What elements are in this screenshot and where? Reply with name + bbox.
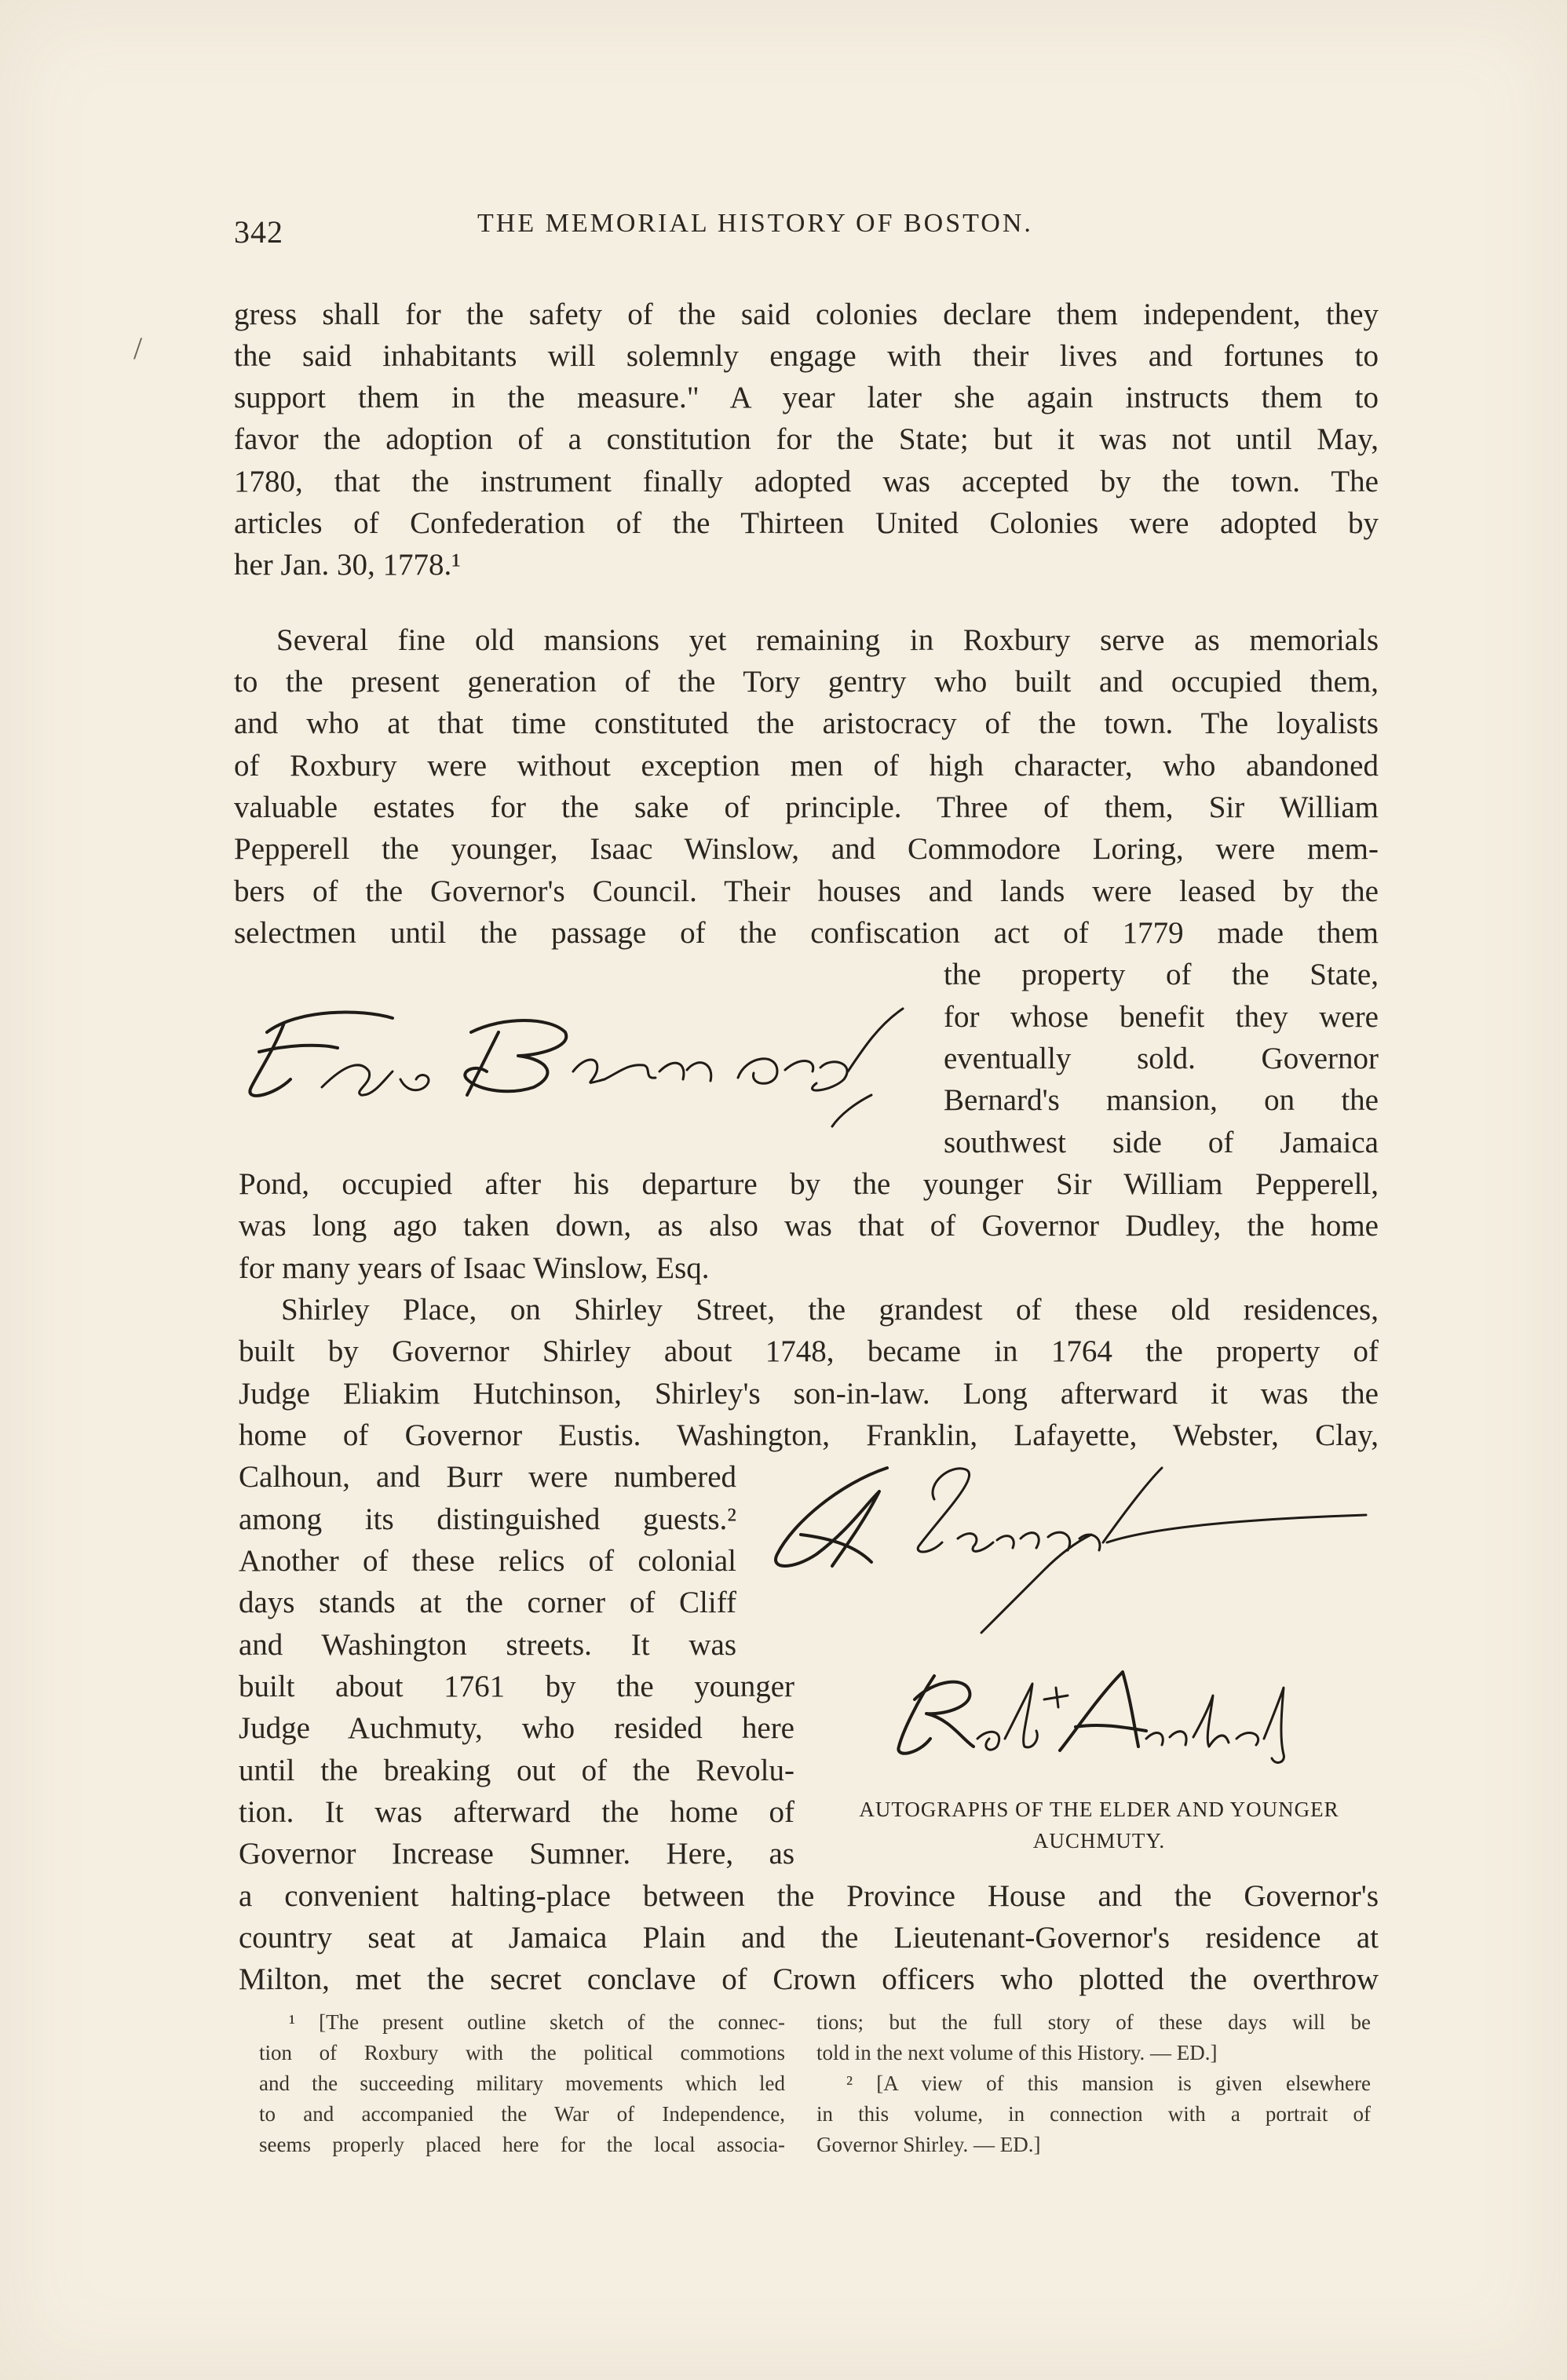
footnote-line: seems properly placed here for the local associa- [259, 2133, 785, 2156]
body-line: favor the adoption of a constitution for the State; but it was not until May, [234, 422, 1379, 456]
body-line: valuable estates for the sake of principle. Three of them, Sir William [234, 790, 1379, 824]
body-line: home of Governor Eustis. Washington, Franklin, Lafayette, Webster, Clay, [239, 1418, 1379, 1452]
body-line: built by Governor Shirley about 1748, became in 1764 the property of [239, 1334, 1379, 1368]
body-line: articles of Confederation of the Thirteen United Colonies were adopted by [234, 506, 1379, 540]
body-line: among its distinguished guests.² [239, 1502, 736, 1536]
body-line: Pond, occupied after his departure by the younger Sir William Pepperell, [239, 1167, 1379, 1201]
running-title: THE MEMORIAL HISTORY OF BOSTON. [477, 209, 1033, 238]
body-line: country seat at Jamaica Plain and the Lieutenant-Governor's residence at [239, 1921, 1379, 1955]
page-header [234, 209, 1379, 256]
footnote-line: in this volume, in connection with a portrait of [816, 2102, 1371, 2126]
body-line: gress shall for the safety of the said colonies declare them independent, they [234, 298, 1379, 331]
body-line: Calhoun, and Burr were numbered [239, 1460, 736, 1494]
margin-pencil-mark: / [133, 330, 143, 366]
footnote-line: tion of Roxbury with the political commotions [259, 2041, 785, 2064]
footnote-line: Governor Shirley. — ED.] [816, 2133, 1041, 2156]
body-line: bers of the Governor's Council. Their houses and lands were leased by the [234, 874, 1379, 908]
body-line: selectmen until the passage of the confiscation act of 1779 made them [234, 916, 1379, 950]
footnote-line: ¹ [The present outline sketch of the connec- [289, 2010, 785, 2034]
body-line: her Jan. 30, 1778.¹ [234, 548, 461, 582]
body-line: Judge Eliakim Hutchinson, Shirley's son-in-law. Long afterward it was the [239, 1377, 1379, 1411]
footnote-line: and the succeeding military movements which led [259, 2072, 785, 2095]
body-line: was long ago taken down, as also was that of Governor Dudley, the home [239, 1209, 1379, 1243]
body-line: the property of the State, [944, 958, 1379, 991]
body-line: for whose benefit they were [944, 1000, 1379, 1034]
body-line: Another of these relics of colonial [239, 1544, 736, 1578]
footnote-line: told in the next volume of this History. — ED.] [816, 2041, 1218, 2064]
body-line: Shirley Place, on Shirley Street, the grandest of these old residences, [281, 1293, 1379, 1327]
body-line: of Roxbury were without exception men of high character, who abandoned [234, 749, 1379, 783]
body-line: the said inhabitants will solemnly engage with their lives and fortunes to [234, 339, 1379, 373]
body-line: Governor Increase Sumner. Here, as [239, 1837, 794, 1871]
body-line: 1780, that the instrument finally adopted was accepted by the town. The [234, 465, 1379, 498]
footnote-line: ² [A view of this mansion is given elsewhere [846, 2072, 1371, 2095]
body-line: until the breaking out of the Revolu- [239, 1754, 794, 1787]
body-line: eventually sold. Governor [944, 1042, 1379, 1075]
body-line: southwest side of Jamaica [944, 1126, 1379, 1159]
body-line: and who at that time constituted the aristocracy of the town. The loyalists [234, 706, 1379, 740]
page-number: 342 [234, 214, 283, 250]
body-line: Bernard's mansion, on the [944, 1083, 1379, 1117]
figure-caption-line: AUCHMUTY. [1032, 1829, 1166, 1853]
body-line: a convenient halting-place between the Province House and the Governor's [239, 1879, 1379, 1913]
body-line: for many years of Isaac Winslow, Esq. [239, 1251, 710, 1285]
body-line: support them in the measure." A year later she again instructs them to [234, 381, 1379, 414]
body-line: built about 1761 by the younger [239, 1670, 794, 1703]
body-line: tion. It was afterward the home of [239, 1795, 794, 1829]
body-line: and Washington streets. It was [239, 1628, 736, 1662]
footnote-line: tions; but the full story of these days will be [816, 2010, 1371, 2034]
footnote-line: to and accompanied the War of Independence, [259, 2102, 785, 2126]
body-line: Several fine old mansions yet remaining in Roxbury serve as memorials [276, 623, 1379, 657]
body-line: days stands at the corner of Cliff [239, 1586, 736, 1619]
body-line: Judge Auchmuty, who resided here [239, 1711, 794, 1745]
body-line: Milton, met the secret conclave of Crown officers who plotted the overthrow [239, 1962, 1379, 1996]
figure-caption-line: AUTOGRAPHS OF THE ELDER AND YOUNGER [859, 1798, 1339, 1821]
body-line: Pepperell the younger, Isaac Winslow, and Commodore Loring, were mem- [234, 832, 1379, 866]
body-line: to the present generation of the Tory gentry who built and occupied them, [234, 665, 1379, 699]
